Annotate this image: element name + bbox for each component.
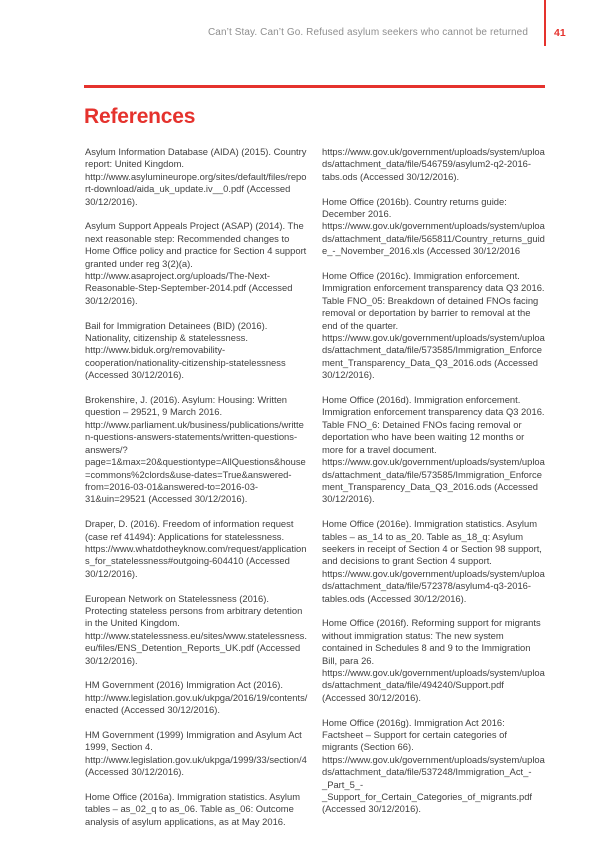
reference-entry: Home Office (2016b). Country returns guide: December 2016. https://www.gov.uk/government/uploads/system/uploads/attachment_data/file/565811/Country_returns_guide_-_November_2016.xls (Accessed 30/12/2016	[322, 195, 545, 257]
reference-entry: European Network on Statelessness (2016). Protecting stateless persons from arbitrary detention in the United Kingdom. http://www.statelessness.eu/sites/www.statelessness.eu/files/ENS_Detention_Reports_UK.pdf (Accessed 30/12/2016).	[85, 592, 307, 666]
reference-entry: Asylum Support Appeals Project (ASAP) (2014). The next reasonable step: Recommended changes to Home Office policy and practice for Section 4 support granted under reg 3(2)(a). http://www.asaproject.org/uploads/The-Next-Reasonable-Step-September-2014.pdf (Accessed 30/12/2016).	[85, 220, 307, 306]
reference-entry: Brokenshire, J. (2016). Asylum: Housing: Written question – 29521, 9 March 2016. http://www.parliament.uk/business/publications/written-questions-answers-statements/written-questions-answers/?page=1&max=20&questiontype=AllQuestions&house=commons%2clords&use-dates=True&answered-from=2016-03-01&answered-to=2016-03-31&uin=29521 (Accessed 30/12/2016).	[85, 394, 306, 505]
reference-entry: Home Office (2016e). Immigration statistics. Asylum tables – as_14 to as_20. Table as_18_q: Asylum seekers in receipt of Section 4 or Section 98 support, and decisions to grant Section 4 support. https://www.gov.uk/government/uploads/system/uploads/attachment_data/file/572378/asylum4-q3-2016-tables.ods (Accessed 30/12/2016).	[322, 518, 545, 604]
reference-entry: Draper, D. (2016). Freedom of information request (case ref 41494): Applications for statelessness. https://www.whatdotheyknow.com/request/applications_for_statelessness#outgoing-604410 (Accessed 30/12/2016).	[85, 518, 307, 579]
reference-entry: Home Office (2016a). Immigration statistics. Asylum tables – as_02_q to as_06. Table as_06: Outcome analysis of asylum applications, as at May 2016.	[85, 791, 301, 827]
references-left-column	[85, 146, 308, 841]
page-number: 41	[554, 27, 566, 39]
reference-entry: https://www.gov.uk/government/uploads/system/uploads/attachment_data/file/546759/asylum2-q2-2016-tabs.ods (Accessed 30/12/2016).	[322, 146, 545, 182]
section-rule	[84, 85, 545, 88]
reference-entry: HM Government (1999) Immigration and Asylum Act 1999, Section 4. http://www.legislation.gov.uk/ukpga/1999/33/section/4 (Accessed 30/12/2016).	[85, 728, 307, 778]
reference-entry: Home Office (2016c). Immigration enforcement. Immigration enforcement transparency data Q3 2016. Table FNO_05: Breakdown of detained FNOs facing removal or deportation by barrier to removal at the end of the quarter. https://www.gov.uk/government/uploads/system/uploads/attachment_data/file/573585/Immigration_Enforcement_Transparency_Data_Q3_2016.ods (Accessed 30/12/2016).	[322, 270, 545, 381]
reference-entry: Home Office (2016g). Immigration Act 2016: Factsheet – Support for certain categories of migrants (Section 66). https://www.gov.uk/government/uploads/system/uploads/attachment_data/file/537248/Immigration_Act_-_Part_5_-_Support_for_Certain_Categories_of_migrants.pdf (Accessed 30/12/2016).	[322, 716, 545, 815]
header-divider	[544, 0, 546, 46]
references-right-column	[322, 146, 545, 841]
reference-entry: Bail for Immigration Detainees (BID) (2016). Nationality, citizenship & statelessness. http://www.biduk.org/removability-cooperation/nationality-citizenship-statelessness (Accessed 30/12/2016).	[85, 319, 286, 381]
reference-entry: Home Office (2016f). Reforming support for migrants without immigration status: The new system contained in Schedules 8 and 9 to the Immigration Bill, para 26. https://www.gov.uk/government/uploads/system/uploads/attachment_data/file/494240/Support.pdf (Accessed 30/12/2016).	[322, 617, 545, 703]
reference-entry: Home Office (2016d). Immigration enforcement. Immigration enforcement transparency data Q3 2016. Table FNO_6: Detained FNOs facing removal or deportation who have been waiting 12 months or more for a travel document. https://www.gov.uk/government/uploads/system/uploads/attachment_data/file/573585/Immigration_Enforcement_Transparency_Data_Q3_2016.ods (Accessed 30/12/2016).	[322, 394, 545, 505]
running-header-title: Can’t Stay. Can’t Go. Refused asylum seekers who cannot be returned	[207, 27, 528, 38]
reference-entry: Asylum Information Database (AIDA) (2015). Country report: United Kingdom. http://www.asylumineurope.org/sites/default/files/report-download/aida_uk_update.iv__0.pdf (Accessed 30/12/2016).	[85, 146, 307, 207]
page-title: References	[84, 105, 196, 129]
reference-entry: HM Government (2016) Immigration Act (2016). http://www.legislation.gov.uk/ukpga/2016/19/contents/enacted (Accessed 30/12/2016).	[85, 679, 308, 716]
references-columns	[85, 146, 545, 841]
